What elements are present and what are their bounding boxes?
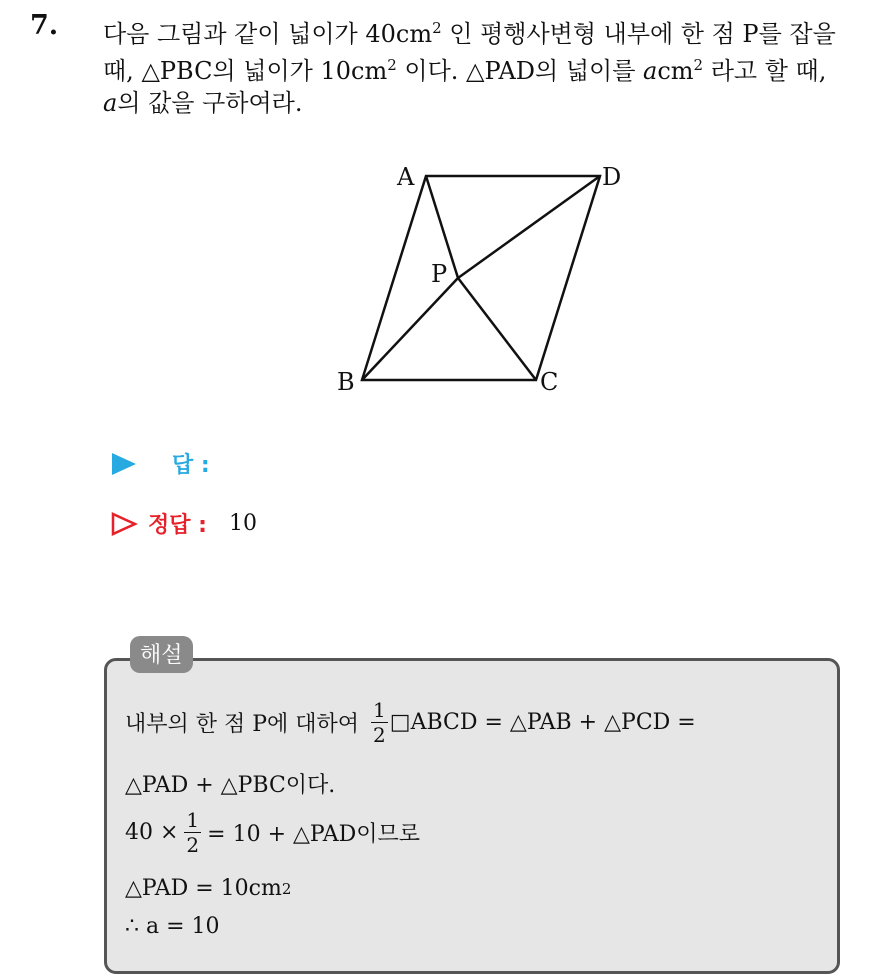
question-text-line-1: 다음 그림과 같이 넓이가 $40cm^2$ 인 평행사변형 내부에 한 점 P를 잡을	[103, 19, 836, 48]
question-number: 7.	[30, 10, 59, 41]
solution-line-2: △PAD + △PBC이다.	[125, 773, 336, 798]
solution-line-1: 내부의 한 점 P에 대하여 $\frac{1}{2}$ □ABCD = △PAB + △PCD =	[125, 698, 696, 747]
solution-tag: 해설	[130, 636, 193, 673]
fraction-half: $\frac{1}{2}$	[373, 698, 386, 747]
question-text-line-2: 때, △PBC의 넓이가 $10cm^2$ 이다. △PAD의 넓이를 acm$^2$ 라고 할 때,	[103, 56, 827, 85]
segment-pb	[362, 278, 458, 380]
question-text-line-3: a의 값을 구하여라.	[103, 89, 303, 117]
correct-answer-row	[110, 508, 257, 539]
label-c: C	[540, 368, 559, 396]
solution-line-4: △PAD = 10cm 2	[125, 876, 292, 901]
answer-row	[110, 448, 210, 479]
label-b: B	[337, 368, 355, 396]
segment-pd	[458, 176, 600, 278]
segment-pc	[458, 278, 536, 380]
label-p: P	[431, 260, 448, 288]
label-a: A	[397, 163, 415, 191]
answer-label: 답 :	[172, 453, 210, 478]
parallelogram-abcd	[362, 176, 600, 380]
label-d: D	[602, 163, 622, 191]
correct-answer-value: 10	[228, 511, 257, 536]
outline-triangle-icon	[110, 511, 138, 537]
filled-triangle-icon	[110, 451, 138, 477]
solution-line-5: ∴ a = 10	[125, 914, 220, 939]
fraction-half: $\frac{1}{2}$	[186, 808, 200, 857]
correct-answer-label: 정답 :	[148, 513, 207, 538]
solution-line-3: 40 × $\frac{1}{2}$ = 10 + △PAD이므로	[125, 808, 420, 857]
